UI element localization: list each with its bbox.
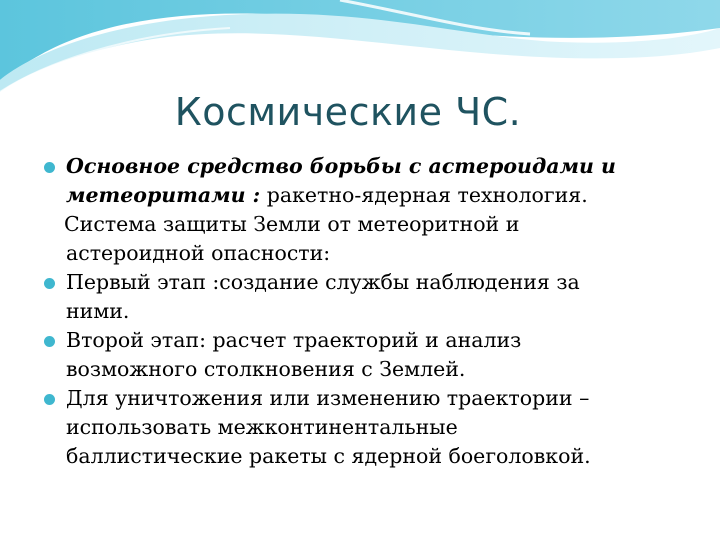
list-item — [40, 384, 680, 471]
list-item — [40, 326, 680, 384]
slide-title: Космические ЧС. — [174, 90, 522, 134]
bullet-dot-icon — [44, 336, 55, 347]
bullet-dot-icon — [44, 394, 55, 405]
item-text: использовать межконтинентальные — [66, 415, 458, 439]
list-item — [40, 268, 680, 326]
bullet-dot-icon — [44, 162, 55, 173]
list-item-subparagraph — [40, 210, 680, 268]
item-text: Второй этап: расчет траекторий и анализ — [66, 328, 522, 352]
bullet-list — [40, 152, 680, 471]
item-text: ракетно-ядерная технология. — [260, 183, 588, 207]
list-item — [40, 152, 680, 210]
item-text: возможного столкновения с Землей. — [66, 357, 466, 381]
item-text: Система защиты Земли от метеоритной и — [64, 212, 520, 236]
bullet-dot-icon — [44, 278, 55, 289]
item-text: баллистические ракеты с ядерной боеголовкой. — [66, 444, 591, 468]
item-text: ними. — [66, 299, 130, 323]
item-text-emphasis: метеоритами : — [66, 183, 261, 207]
item-text: Первый этап :создание службы наблюдения за — [66, 270, 580, 294]
item-text: Основное средство борьбы с астероидами и — [66, 154, 616, 178]
item-text: Для уничтожения или изменению траектории – — [66, 386, 590, 410]
item-text: астероидной опасности: — [66, 241, 331, 265]
